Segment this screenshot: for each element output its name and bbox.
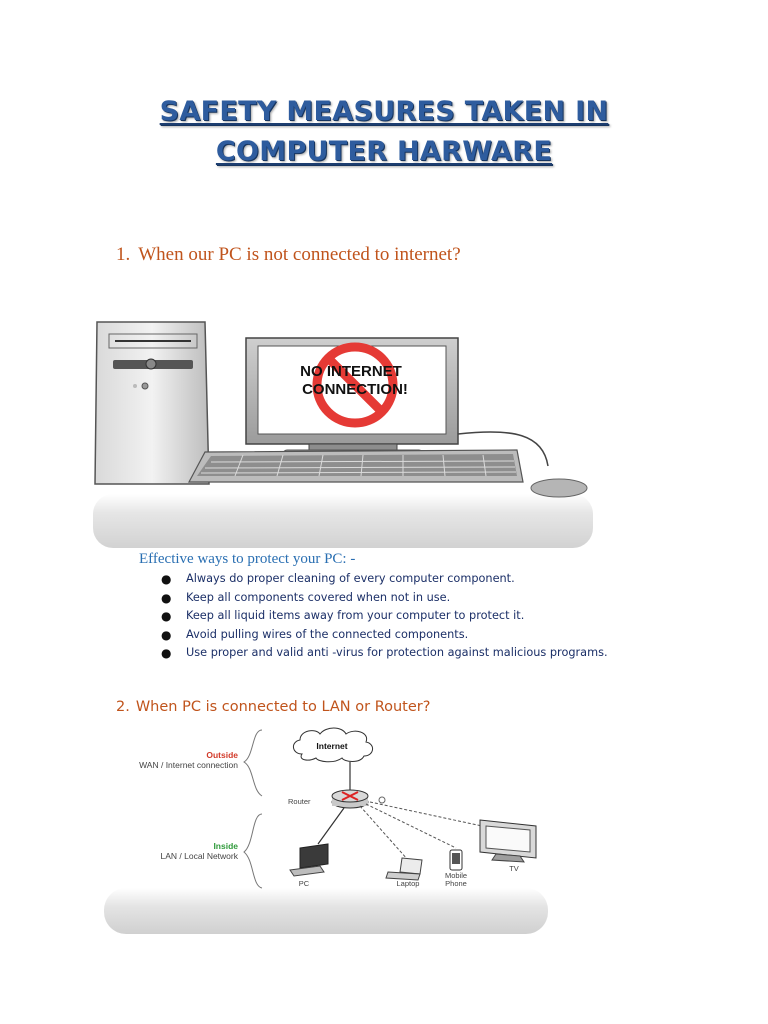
bullet-icon: ●	[161, 627, 172, 642]
mobile-phone-icon	[450, 850, 462, 870]
section2-number: 2.	[116, 699, 130, 715]
floor-reflection	[93, 494, 593, 548]
list-item: ● Use proper and valid anti -virus for protection against malicious programs.	[158, 644, 608, 663]
section1-heading-text: When our PC is not connected to internet?	[138, 244, 461, 265]
outside-label: Outside	[206, 750, 238, 760]
bullet-icon: ●	[161, 572, 172, 586]
section2-heading-text: When PC is connected to LAN or Router?	[135, 699, 431, 715]
title-line-2: COMPUTER HARWARE	[215, 136, 553, 167]
internet-label: Internet	[316, 741, 348, 751]
outside-description: WAN / Internet connection	[139, 760, 238, 770]
pc-icon	[290, 844, 328, 876]
mobile-label-2: Phone	[445, 879, 467, 888]
section1-heading	[116, 244, 461, 266]
inside-description: LAN / Local Network	[160, 851, 238, 861]
list-item: ● Avoid pulling wires of the connected components.	[158, 626, 608, 645]
list-item: ● Keep all liquid items away from your computer to protect it.	[158, 607, 608, 626]
bullet-icon: ●	[161, 609, 172, 623]
laptop-icon	[386, 858, 422, 880]
keyboard	[189, 450, 523, 482]
laptop-label: Laptop	[396, 879, 420, 888]
router-icon	[332, 790, 368, 808]
pc-label: PC	[298, 879, 310, 888]
pc-tower	[95, 322, 209, 484]
floor-reflection	[104, 888, 548, 934]
title-line-1: SAFETY MEASURES TAKEN IN	[159, 96, 609, 127]
router-label: Router	[288, 797, 311, 806]
list-item: ● Keep all components covered when not in use.	[158, 589, 608, 608]
screen-text-2: CONNECTION!	[302, 381, 408, 398]
outside-brace	[244, 730, 262, 796]
no-internet-computer-image	[93, 316, 593, 548]
inside-brace	[244, 814, 262, 888]
tv-label: TV	[509, 864, 519, 873]
network-diagram-image	[104, 726, 548, 934]
mobile-label-1: Mobile	[444, 871, 468, 880]
ways-list	[158, 570, 608, 663]
bullet-icon: ●	[161, 646, 172, 660]
mouse	[531, 479, 587, 497]
bullet-icon: ●	[161, 590, 172, 605]
document-title	[0, 92, 768, 172]
list-item: ● Always do proper cleaning of every computer component.	[158, 570, 608, 589]
tv-icon	[480, 820, 536, 862]
section1-number: 1.	[116, 244, 131, 265]
inside-label: Inside	[213, 841, 238, 851]
ways-heading: Effective ways to protect your PC: -	[139, 551, 356, 567]
screen-text-1: NO INTERNET	[300, 363, 402, 380]
section2-heading	[116, 699, 430, 715]
